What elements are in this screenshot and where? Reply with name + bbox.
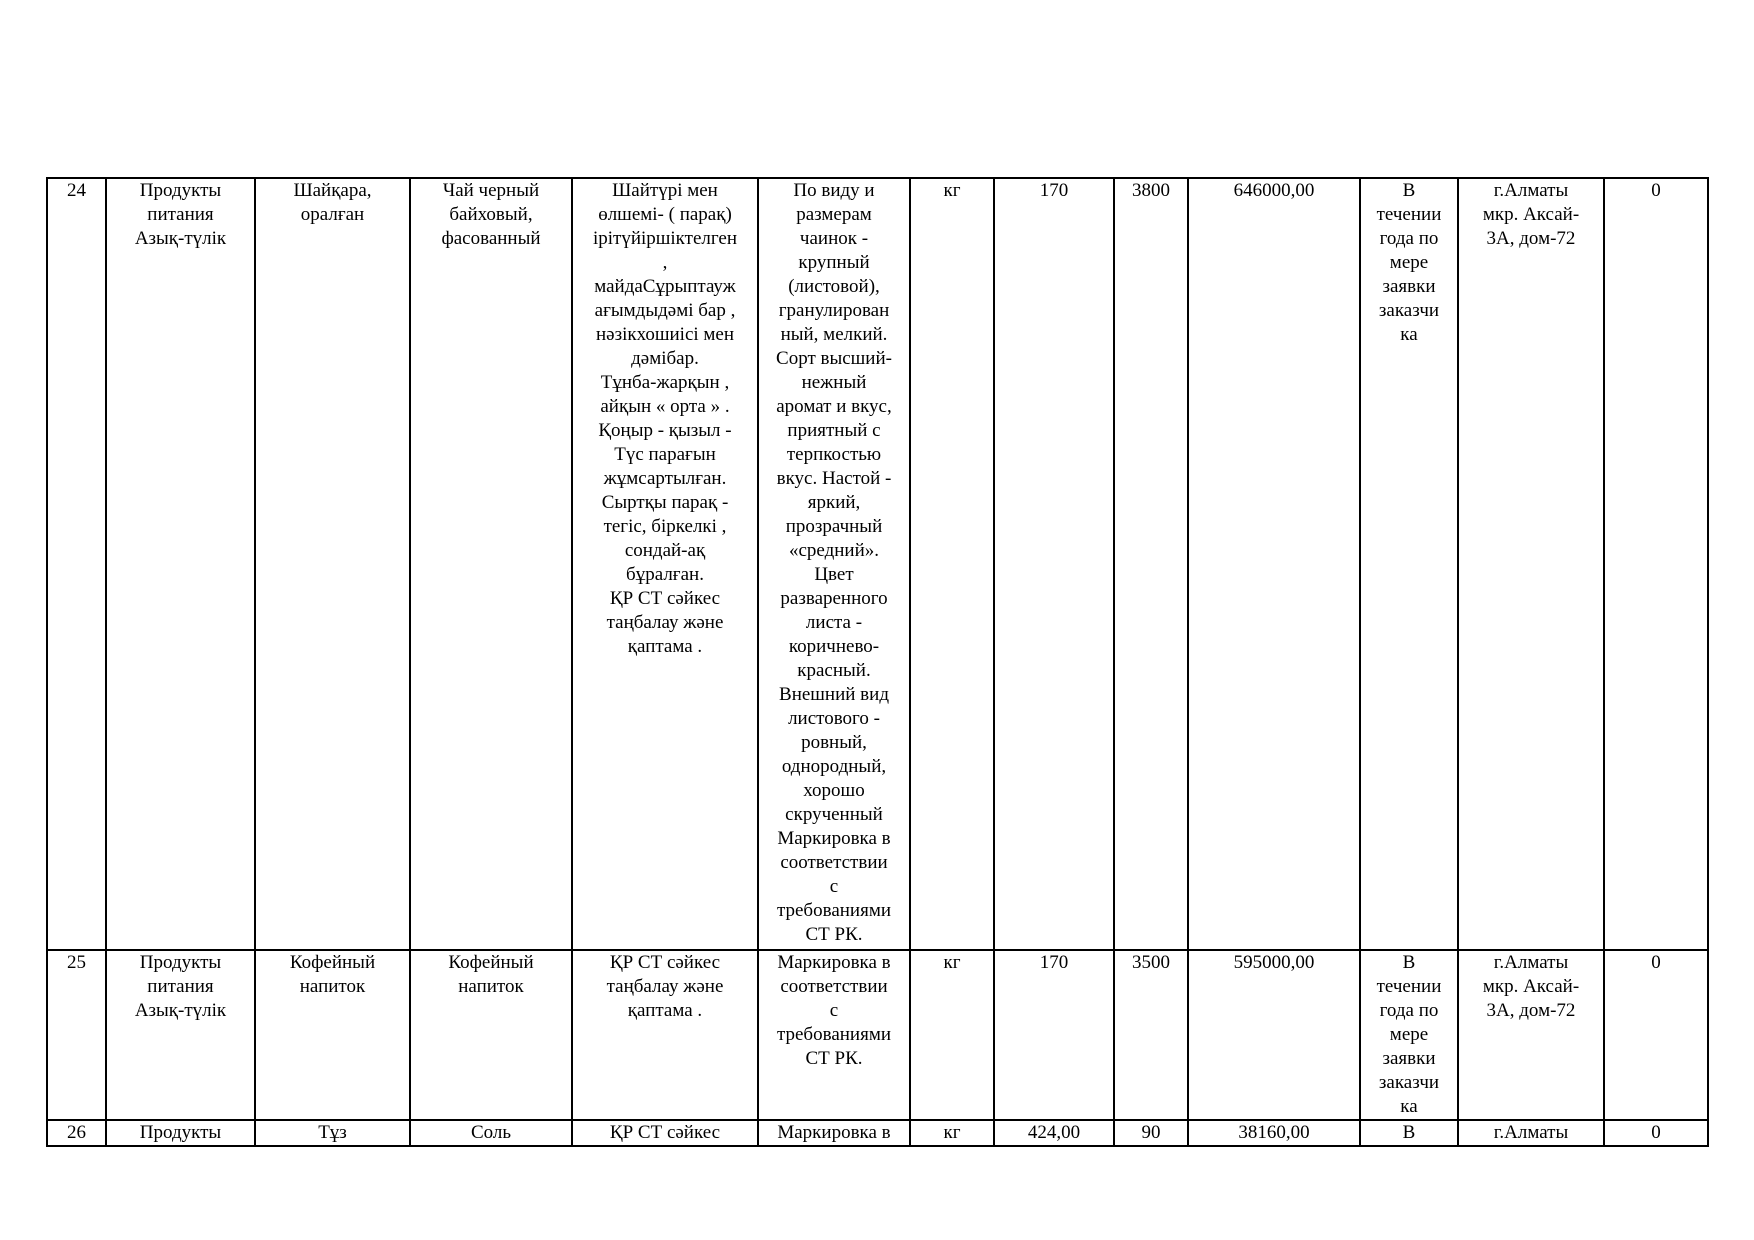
- delivery-term-cell: В течении года по мере заявки заказчи ка: [1360, 950, 1458, 1120]
- row-number: 24: [47, 178, 106, 950]
- advance-cell: 0: [1604, 178, 1708, 950]
- category-cell: Продукты: [106, 1120, 255, 1146]
- item-name-ru-cell: Кофейный напиток: [410, 950, 572, 1120]
- item-name-kz-cell: Тұз: [255, 1120, 410, 1146]
- sum-cell: 646000,00: [1188, 178, 1360, 950]
- category-cell: Продукты питания Азық-түлік: [106, 950, 255, 1120]
- delivery-place-cell: г.Алматы мкр. Аксай- 3А, дом-72: [1458, 178, 1604, 950]
- price-cell: 3500: [1114, 950, 1188, 1120]
- table-row: [47, 950, 1708, 1120]
- table-row: [47, 1120, 1708, 1146]
- price-cell: 90: [1114, 1120, 1188, 1146]
- advance-cell: 0: [1604, 1120, 1708, 1146]
- unit-cell: кг: [910, 1120, 994, 1146]
- item-name-ru-cell: Чай черный байховый, фасованный: [410, 178, 572, 950]
- sum-cell: 595000,00: [1188, 950, 1360, 1120]
- advance-cell: 0: [1604, 950, 1708, 1120]
- delivery-term-cell: В: [1360, 1120, 1458, 1146]
- category-cell: Продукты питания Азық-түлік: [106, 178, 255, 950]
- description-kz-cell: ҚР СТ сәйкес: [572, 1120, 758, 1146]
- delivery-place-cell: г.Алматы мкр. Аксай- 3А, дом-72: [1458, 950, 1604, 1120]
- row-number: 25: [47, 950, 106, 1120]
- price-cell: 3800: [1114, 178, 1188, 950]
- unit-cell: кг: [910, 178, 994, 950]
- sum-cell: 38160,00: [1188, 1120, 1360, 1146]
- item-name-kz-cell: Кофейный напиток: [255, 950, 410, 1120]
- delivery-term-cell: В течении года по мере заявки заказчи ка: [1360, 178, 1458, 950]
- item-name-ru-cell: Соль: [410, 1120, 572, 1146]
- quantity-cell: 170: [994, 950, 1114, 1120]
- procurement-table: [46, 177, 1709, 1147]
- description-ru-cell: Маркировка в: [758, 1120, 910, 1146]
- description-kz-cell: ҚР СТ сәйкес таңбалау және қаптама .: [572, 950, 758, 1120]
- delivery-place-cell: г.Алматы: [1458, 1120, 1604, 1146]
- quantity-cell: 170: [994, 178, 1114, 950]
- description-kz-cell: Шайтүрі мен өлшемі- ( парақ) ірітүйіршіктелген , майдаСұрыптауж ағымдыдәмі бар , нәзікхошиісі мен дәмібар. Тұнба-жарқын , айқын « орта » . Қоңыр - қызыл - Түс парағын жұмсартылған. Сыртқы парақ - тегіс, біркелкі , сондай-ақ бұралған. ҚР СТ сәйкес таңбалау және қаптама .: [572, 178, 758, 950]
- item-name-kz-cell: Шайқара, оралған: [255, 178, 410, 950]
- quantity-cell: 424,00: [994, 1120, 1114, 1146]
- description-ru-cell: По виду и размерам чаинок - крупный (листовой), гранулирован ный, мелкий. Сорт высший- нежный аромат и вкус, приятный с терпкостью вкус. Настой - яркий, прозрачный «средний». Цвет разваренного листа - коричнево- красный. Внешний вид листового - ровный, однородный, хорошо скрученный Маркировка в соответствии с требованиями СТ РК.: [758, 178, 910, 950]
- row-number: 26: [47, 1120, 106, 1146]
- table-row: [47, 178, 1708, 950]
- unit-cell: кг: [910, 950, 994, 1120]
- description-ru-cell: Маркировка в соответствии с требованиями СТ РК.: [758, 950, 910, 1120]
